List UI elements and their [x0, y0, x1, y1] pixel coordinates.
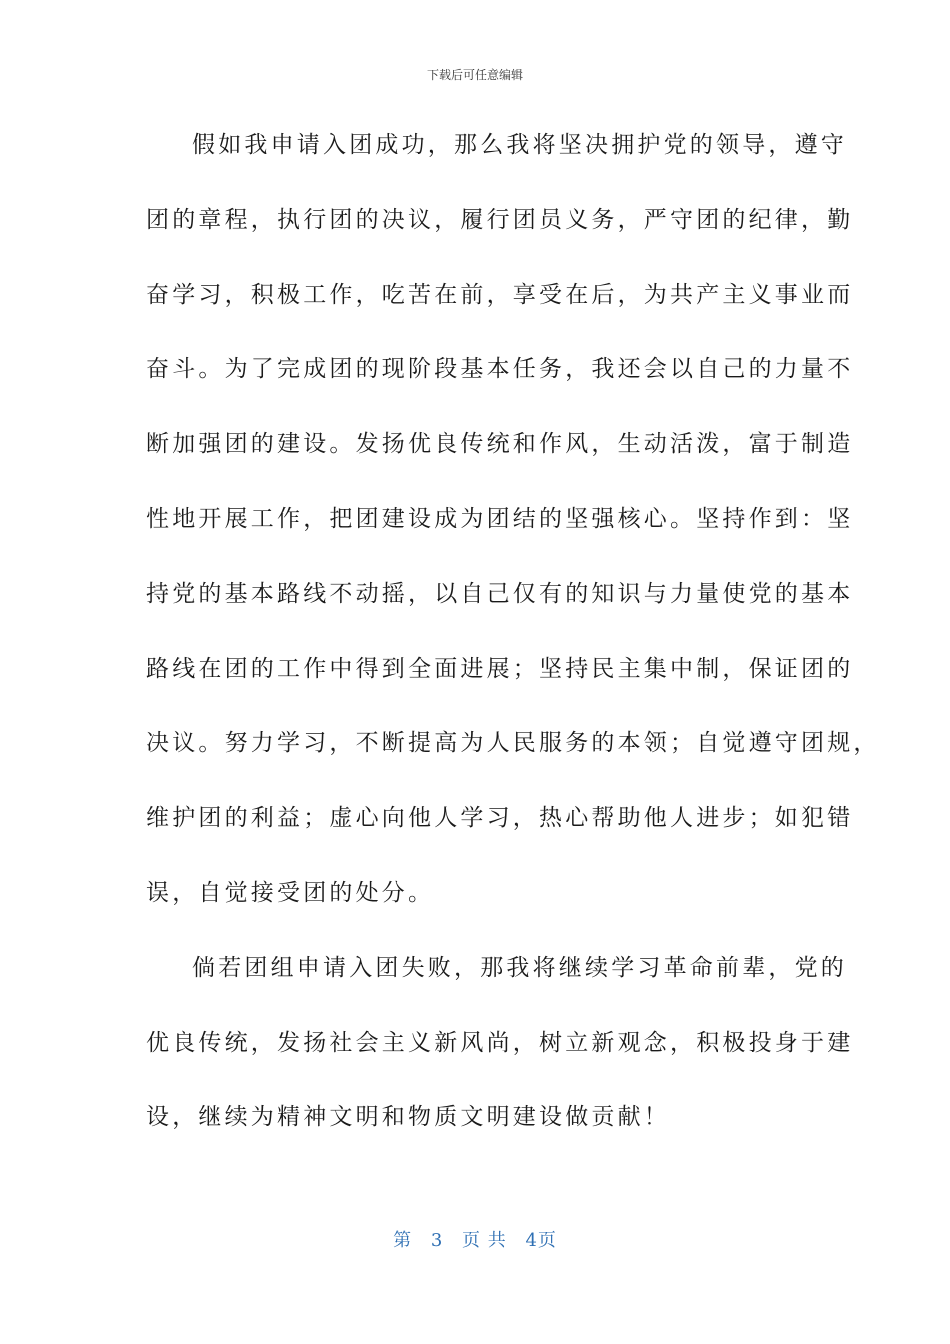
document-body [146, 118, 880, 1165]
paragraph-2 [146, 941, 854, 1165]
footer-prefix: 第 [393, 1230, 413, 1251]
footer-middle: 页 共 [462, 1230, 507, 1251]
paragraph-line: 断加强团的建设。发扬优良传统和作风，生动活泼，富于制造 [146, 431, 854, 458]
page-footer [0, 1226, 950, 1252]
footer-total-pages: 4页 [525, 1230, 557, 1251]
paragraph-1 [146, 118, 880, 941]
paragraph-line: 奋斗。为了完成团的现阶段基本任务，我还会以自己的力量不 [146, 356, 854, 383]
paragraph-line: 优良传统，发扬社会主义新风尚，树立新观念，积极投身于建 [146, 1029, 854, 1056]
paragraph-line: 倘若团组申请入团失败，那我将继续学习革命前辈，党的 [192, 954, 847, 981]
paragraph-line: 团的章程，执行团的决议，履行团员义务，严守团的纪律，勤 [146, 206, 854, 233]
paragraph-line: 假如我申请入团成功，那么我将坚决拥护党的领导，遵守 [192, 132, 847, 158]
paragraph-line: 路线在团的工作中得到全面进展；坚持民主集中制，保证团的 [146, 655, 854, 682]
paragraph-line: 奋学习，积极工作，吃苦在前，享受在后，为共产主义事业而 [146, 281, 854, 308]
paragraph-line: 设，继续为精神文明和物质文明建设做贡献！ [146, 1104, 670, 1131]
paragraph-line: 维护团的利益；虚心向他人学习，热心帮助他人进步；如犯错 [146, 805, 854, 832]
paragraph-line: 决议。努力学习，不断提高为人民服务的本领；自觉遵守团规， [146, 730, 880, 757]
page-header: 下载后可任意编辑 [426, 68, 523, 82]
footer-current-page: 3 [430, 1230, 444, 1251]
paragraph-line: 持党的基本路线不动摇，以自己仅有的知识与力量使党的基本 [146, 580, 854, 607]
paragraph-line: 误，自觉接受团的处分。 [146, 879, 435, 906]
paragraph-line: 性地开展工作，把团建设成为团结的坚强核心。坚持作到：坚 [146, 505, 854, 532]
